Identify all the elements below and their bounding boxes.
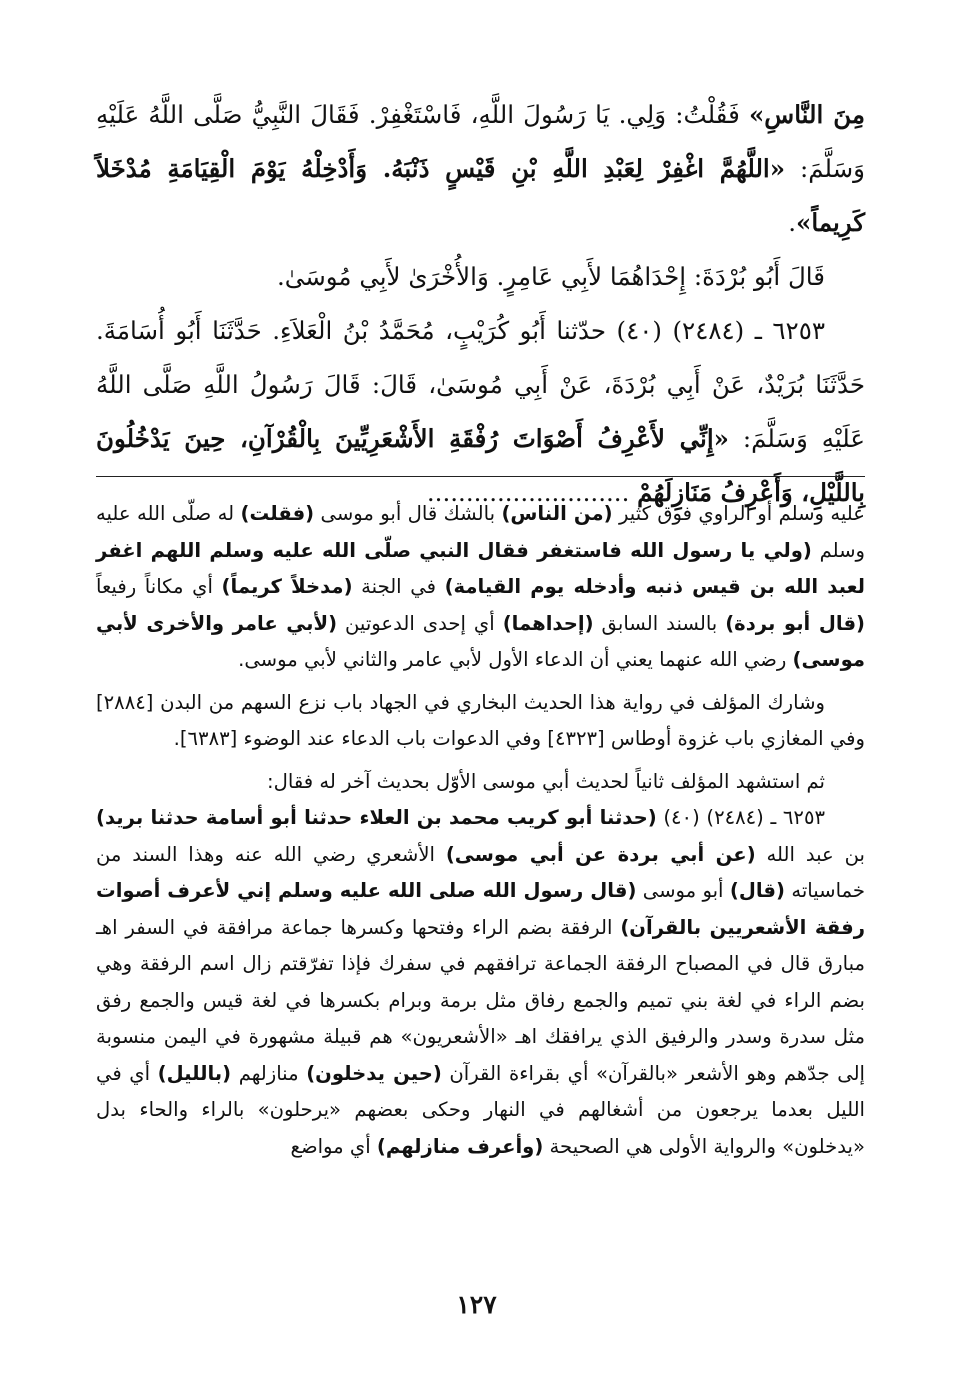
text-segment: الأشعري رضي الله عنه وهذا السند من خماسياته — [96, 842, 865, 902]
text-segment: أي إحدى الدعوتين — [337, 611, 503, 635]
hadith-paragraph — [96, 304, 865, 520]
bold-text-segment: (مدخلاً كريماً) — [221, 575, 353, 598]
text-segment: الرفقة بضم الراء وفتحها وكسرها جماعة مرافقة في السفر اهـ مبارق قال في المصباح الرفقة الجماعة ترافقهم في سفرك فإذا تفرّقتم زال اسم الرفقة وهي بضم الراء في لغة بني تميم والجمع رفاق مثل برمة وبرام بكسرها في لغة قيس والجمع رفق مثل سدرة وسدر والرفيق الذي يرافقك اهـ «الأشعريون» هم قبيلة مشهورة في اليمن منسوبة إلى جدّهم وهو الأشعر «بالقرآن» أي بقراءة القرآن — [96, 915, 865, 1085]
bold-text-segment: (قال أبو بردة) — [725, 611, 865, 635]
bold-text-segment: مِنَ النَّاسِ» — [748, 100, 865, 129]
text-segment: .......................... — [426, 478, 638, 507]
text-segment: . — [788, 208, 797, 237]
text-segment: بالسند السابق — [593, 611, 726, 635]
bold-text-segment: «اللَّهُمَّ اغْفِرْ لِعَبْدِ اللَّهِ بْنِ قَيْسٍ ذَنْبَهُ. وَأَدْخِلْهُ يَوْمَ الْقِيَامَةِ مُدْخَلاً كَرِيماً» — [96, 154, 865, 237]
bold-text-segment: (بالليل) — [157, 1061, 232, 1085]
text-segment: في الجنة — [352, 575, 445, 598]
bold-text-segment: (لأبي عامر والأخرى لأبي موسى) — [96, 611, 865, 671]
bold-text-segment: (حدثنا أبو كريب محمد بن العلاء حدثنا أبو أسامة حدثنا بريد) — [96, 806, 657, 829]
text-segment: منازلهم — [231, 1061, 307, 1085]
text-segment: ثم استشهد المؤلف ثانياً لحديث أبي موسى الأوّل بحديث آخر له فقال: — [267, 769, 825, 793]
text-segment: وشارك المؤلف في رواية هذا الحديث البخاري في الجهاد باب نزع السهم من البدن [٢٨٨٤] وفي المغازي باب غزوة أوطاس [٤٣٢٣] وفي الدعوات باب الدعاء عند الوضوء [٦٣٨٣]. — [96, 690, 865, 750]
bold-text-segment: (ولي يا رسول الله فاستغفر فقال النبي صلّى الله عليه وسلم اللهم اغفر لعبد الله بن قيس ذنبه وأدخله يوم القيامة) — [96, 538, 865, 598]
text-segment: له صلّى الله عليه وسلم — [96, 502, 865, 562]
footnote-divider — [96, 476, 865, 477]
commentary-paragraph — [96, 800, 865, 1165]
text-segment: أي في الليل بعدما يرجعون من أشغالهم في النهار وحكى بعضهم «يرحلون» بالراء والحاء بدل «يدخلون» والرواية الأولى هي الصحيحة — [96, 1061, 865, 1158]
bold-text-segment: (قال) — [729, 879, 785, 902]
commentary-paragraph — [96, 685, 865, 758]
text-segment: قَالَ أَبُو بُرْدَةَ: إِحْدَاهُمَا لأَبِي عَامِرٍ. وَالأُخْرَىٰ لأَبِي مُوسَىٰ. — [277, 262, 825, 291]
text-segment: بن عبد الله — [755, 842, 865, 866]
bold-text-segment: «إِنِّي لأَعْرِفُ أَصْوَاتَ رُفْقَةِ الأَشْعَرِيِّينَ بِالْقُرْآنِ، حِينَ يَدْخُلُونَ بِاللَّيْلِ، وَأَعْرِفُ مَنَازِلَهُمْ — [96, 424, 865, 507]
hadith-paragraph — [96, 250, 865, 304]
commentary-block — [96, 496, 865, 1165]
bold-text-segment: (قال رسول الله صلى الله عليه وسلم إني لأعرف أصوات رفقة الأشعريين بالقرآن) — [96, 879, 865, 939]
text-segment: ٦٢٥٣ ـ (٢٤٨٤) (٤٠) — [656, 806, 826, 829]
bold-text-segment: (حين يدخلون) — [306, 1061, 442, 1085]
hadith-paragraph — [96, 88, 865, 250]
bold-text-segment: (فقلت) — [240, 502, 315, 525]
page-number: ١٢٧ — [456, 1290, 497, 1319]
text-segment: ٦٢٥٣ ـ (٢٤٨٤) (٤٠) حدّثنا أَبُو كُرَيْبٍ، مُحَمَّدُ بْنُ الْعَلاَءِ. حَدَّثَنَا أَبُو أُسَامَةَ. حَدَّثَنَا بُرَيْدٌ، عَنْ أَبِي بُرْدَةَ، عَنْ أَبِي مُوسَىٰ، قَالَ: قَالَ رَسُولُ اللَّهِ صَلَّى اللَّهُ عَلَيْهِ وَسَلَّمَ: — [96, 316, 865, 453]
text-segment: أي مكاناً رفيعاً — [96, 575, 222, 598]
text-segment: أي مواضع — [290, 1134, 377, 1158]
bold-text-segment: (إحداهما) — [502, 611, 594, 635]
text-segment: عليه وسلم أو الراوي فوق كثير — [612, 502, 865, 525]
commentary-paragraph — [96, 496, 865, 679]
text-segment: أبو موسى — [636, 879, 730, 902]
bold-text-segment: (من الناس) — [501, 502, 613, 525]
bold-text-segment: (عن أبي بردة عن أبي موسى) — [445, 842, 756, 866]
hadith-text-block — [96, 88, 865, 520]
text-segment: بالشك قال أبو موسى — [314, 502, 502, 525]
text-segment: فَقُلْتُ: وَلِي. يَا رَسُولَ اللَّهِ، فَاسْتَغْفِرْ. فَقَالَ النَّبِيُّ صَلَّى اللَّهُ عَلَيْهِ وَسَلَّمَ: — [96, 100, 865, 183]
text-segment: رضي الله عنهما يعني أن الدعاء الأول لأبي عامر والثاني لأبي موسى. — [238, 648, 793, 671]
commentary-paragraph — [96, 764, 865, 801]
bold-text-segment: (وأعرف منازلهم) — [376, 1134, 544, 1158]
